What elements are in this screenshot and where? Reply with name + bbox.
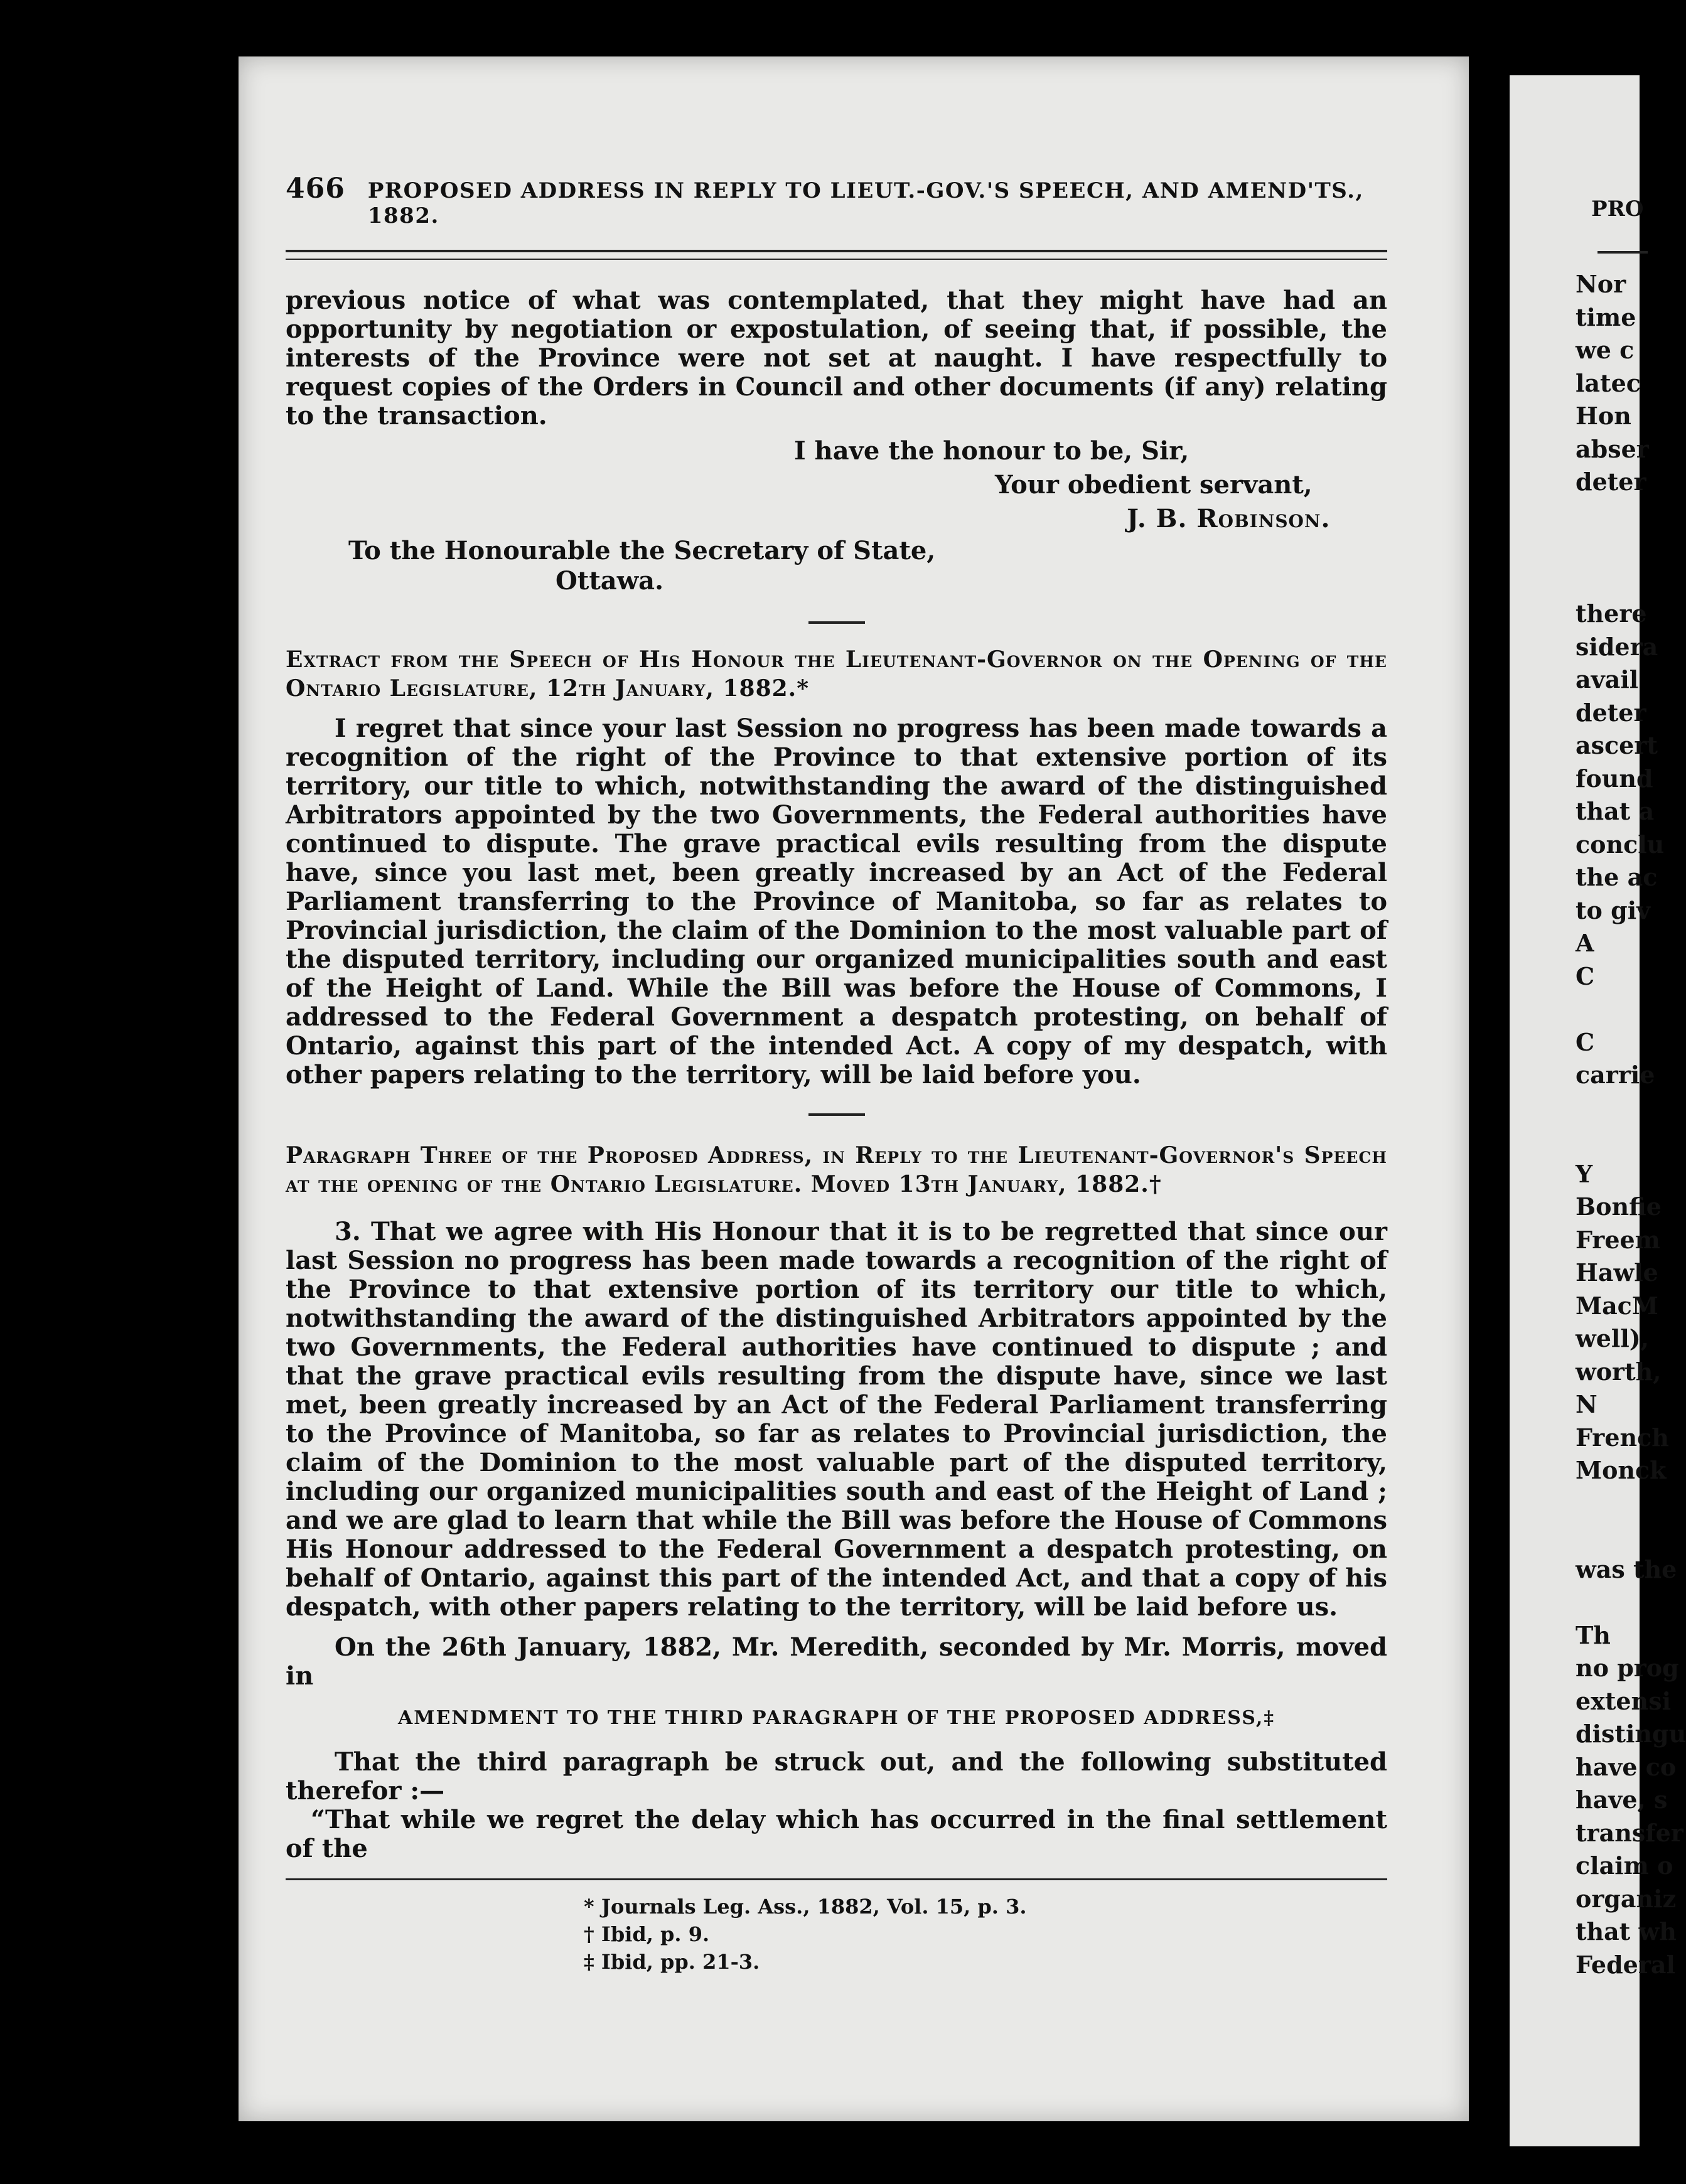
right-page-line: latec [1576,368,1641,397]
section-divider [808,621,865,624]
amendment-heading: AMENDMENT TO THE THIRD PARAGRAPH OF THE PROPOSED ADDRESS,‡ [397,1707,1275,1729]
signature: J. B. Robinson. [1127,504,1331,533]
amendment-line-2: “That while we regret the delay which has occurred in the final settlement of the [286,1805,1387,1863]
right-page-line [1576,1489,1686,1523]
right-running-title: PRO [1591,196,1644,222]
left-page [239,56,1469,2121]
right-page-line: N [1576,1390,1597,1418]
right-page-line: A [1576,929,1594,957]
right-page-line: Th [1576,1620,1611,1649]
addressee-line-2: Ottawa. [556,566,663,596]
right-page-line: deter [1576,698,1646,727]
right-page-line: found [1576,764,1653,793]
right-header-rule [1597,251,1648,254]
right-page-line: abser [1576,434,1649,463]
right-page-line: well), [1576,1324,1649,1352]
closing-line-2: Your obedient servant, [995,470,1313,500]
right-page-line: distingu [1576,1720,1686,1748]
right-page-line [1576,533,1686,567]
footnote: ‡ Ibid, pp. 21-3. [584,1950,760,1974]
right-page-line: Monck [1576,1456,1667,1484]
right-page-line: ascert [1576,731,1658,759]
right-page-line: French [1576,1423,1669,1452]
letter-body: previous notice of what was contemplated, that they might have had an opportunity by negotiation or expostulation, of seeing that, if possible, the interests of the Province were not set at naught. I have respectfully to request copies of the Orders in Council and other documents (if any) relating to the transaction. [286,286,1387,431]
extract-body: I regret that since your last Session no progress has been made towards a recognition of the right of the Province to that extensive portion of its territory, our title to which, notwithstanding the award of the distinguished Arbitrators appointed by the two Governments, the Federal authorities have continued to dispute. The grave practical evils resulting from the dispute have, since you last met, been greatly increased by an Act of the Federal Parliament transferring to the Province of Manitoba, so far as relates to Provincial jurisdiction, the claim of the Dominion to the most valuable part of the disputed territory, including our organized municipalities south and east of the Height of Land. While the Bill was before the House of Commons, I addressed to the Federal Government a despatch protesting, on behalf of Ontario, against this part of the intended Act. A copy of my despatch, with other papers relating to the territory, will be laid before you. [286,714,1387,1089]
right-page-line [1576,1522,1686,1555]
header-double-rule [286,250,1387,260]
paragraph-three-heading: Paragraph Three of the Proposed Address, in Reply to the Lieutenant-Governor's Speech at the opening of the Ontario Legislature. Moved 13th January, 1882.† [286,1142,1387,1197]
addressee-line-1: To the Honourable the Secretary of State, [348,536,936,565]
right-page-line: extensi [1576,1686,1672,1715]
right-page-line: MacM [1576,1291,1658,1320]
footnote: † Ibid, p. 9. [584,1922,710,1946]
right-page-line: transfer [1576,1818,1683,1847]
closing-line-1: I have the honour to be, Sir, [794,436,1189,466]
extract-heading: Extract from the Speech of His Honour the Lieutenant-Governor on the Opening of the Ontario Legislature, 12th January, 1882.* [286,646,1387,702]
right-page-line: we c [1576,336,1635,364]
right-page-line [1576,1588,1686,1621]
footnotes [286,1893,1387,1976]
book-gutter [1469,0,1510,2184]
right-page-line: the ac [1576,863,1658,891]
right-text-fragments [1576,270,1686,1983]
right-page-line: claim o [1576,1851,1673,1880]
right-page-line: Y [1576,1159,1593,1188]
right-page-line: Freem [1576,1225,1660,1254]
running-title: PROPOSED ADDRESS IN REPLY TO LIEUT.-GOV.'S SPEECH, AND AMEND'TS., 1882. [367,178,1364,228]
right-page-line: Hawle [1576,1258,1658,1287]
right-page-line [1576,567,1686,600]
right-page-line: C [1576,1027,1595,1056]
right-page-line [1576,1127,1686,1160]
right-page-line: there [1576,599,1647,628]
right-page-line: Nor [1576,270,1626,298]
right-page-line: carrie [1576,1061,1655,1089]
amendment-line-1: That the third paragraph be struck out, and the following substituted therefor :— [286,1747,1387,1806]
right-page-line: deter [1576,468,1646,496]
right-page-line: have, s [1576,1785,1668,1814]
right-page-line [1576,1094,1686,1127]
right-page-line [1576,995,1686,1028]
right-page-line: conclu [1576,830,1665,859]
right-page-line [1576,501,1686,534]
motion-text: On the 26th January, 1882, Mr. Meredith, seconded by Mr. Morris, moved in [286,1632,1387,1691]
section-divider [808,1113,865,1116]
footnote-rule [286,1878,1387,1880]
page-number: 466 [286,173,345,205]
right-page-line: worth, [1576,1357,1662,1386]
right-page-line: Federal [1576,1950,1675,1979]
right-page-line: have co [1576,1752,1677,1781]
running-header [286,173,1387,228]
right-page-line: C [1576,961,1595,990]
right-page-line: avail [1576,665,1639,693]
right-page-line: Hon [1576,402,1631,430]
right-page-line: sidera [1576,632,1658,661]
right-page-line: was the [1576,1555,1677,1583]
right-page-line: that a [1576,797,1655,825]
page-content [286,173,1387,1976]
footnote: * Journals Leg. Ass., 1882, Vol. 15, p. 3. [584,1895,1027,1919]
right-page-line: no prog [1576,1654,1679,1682]
right-page-line: that wh [1576,1917,1677,1946]
right-page-line: organiz [1576,1884,1677,1913]
right-page-line: to giv [1576,896,1651,924]
paragraph-three-body: 3. That we agree with His Honour that it is to be regretted that since our last Session no progress has been made towards a recognition of the right of the Province to that extensive portion of its territory our title to which, notwithstanding the award of the distinguished Arbitrators appointed by the two Governments, the Federal authorities have continued to dispute ; and that the grave practical evils resulting from the dispute have, since we last met, been greatly increased by an Act of the Federal Parliament transferring to the Province of Manitoba, so far as relates to Provincial jurisdiction, the claim of the Dominion to the most valuable part of the disputed territory, including our organized municipalities south and east of the Height of Land ; and we are glad to learn that while the Bill was before the House of Commons His Honour addressed to the Federal Government a despatch protesting, on behalf of Ontario, against this part of the intended Act, and that a copy of his despatch, with other papers relating to the territory, will be laid before us. [286,1217,1387,1622]
right-page-fragment [1510,75,1686,2146]
right-page-line: time [1576,302,1636,331]
right-page-line: Bonfie [1576,1192,1662,1221]
